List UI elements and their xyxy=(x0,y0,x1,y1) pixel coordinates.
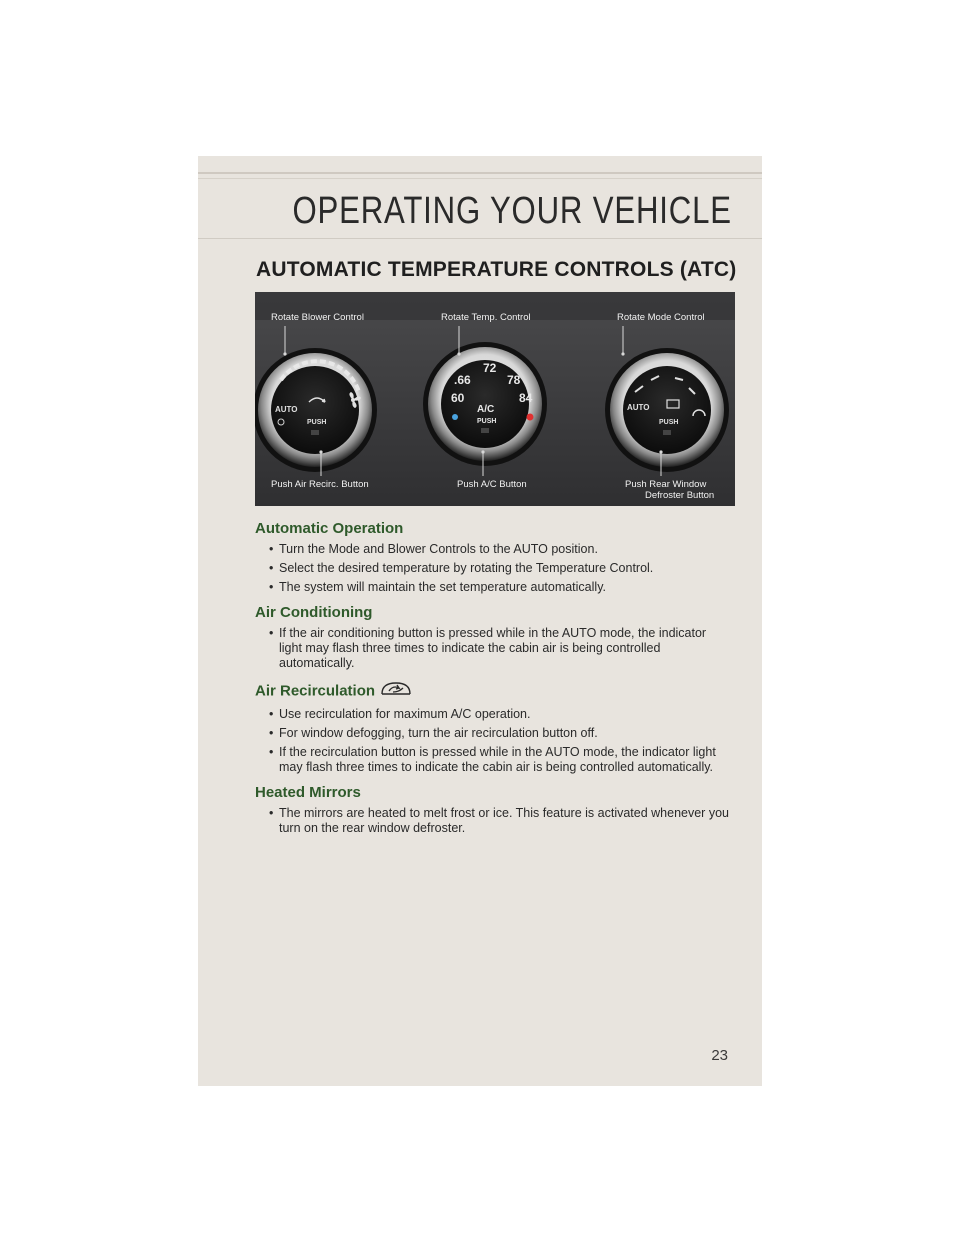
section-heading: Air Conditioning xyxy=(255,604,373,621)
svg-text:84: 84 xyxy=(519,391,533,405)
list-item: • The mirrors are heated to melt frost or ice. This feature is activated whenever you turn on the rear window defroster. xyxy=(255,806,735,836)
header-rule xyxy=(198,172,762,174)
list-item: • Use recirculation for maximum A/C operation. xyxy=(255,707,735,722)
list-item: • If the air conditioning button is pressed while in the AUTO mode, the indicator light may flash three times to indicate the cabin air is being controlled automatically. xyxy=(255,626,735,671)
page-title: AUTOMATIC TEMPERATURE CONTROLS (ATC) xyxy=(256,258,737,281)
svg-text:60: 60 xyxy=(451,391,465,405)
callout-rear-window: Push Rear Window xyxy=(625,479,707,490)
svg-text:PUSH: PUSH xyxy=(477,418,497,425)
svg-text:AUTO: AUTO xyxy=(627,403,650,412)
section-heading: Air Recirculation xyxy=(255,682,376,700)
svg-text:.66: .66 xyxy=(454,373,471,387)
section-heading: Heated Mirrors xyxy=(255,784,361,801)
section-air-conditioning xyxy=(255,604,735,671)
list-item: • Turn the Mode and Blower Controls to the AUTO position. xyxy=(255,542,735,557)
section-heated-mirrors xyxy=(255,784,735,836)
recirculation-icon xyxy=(379,680,413,703)
list-item: • The system will maintain the set temperature automatically. xyxy=(255,580,735,595)
svg-text:PUSH: PUSH xyxy=(307,419,327,426)
climate-controls-photo xyxy=(255,292,735,506)
callout-temp: Rotate Temp. Control xyxy=(441,312,531,323)
header-underline xyxy=(198,238,762,239)
header-rule-thin xyxy=(198,178,762,179)
callout-blower: Rotate Blower Control xyxy=(271,312,364,323)
section-air-recirculation xyxy=(255,680,735,775)
svg-text:AUTO: AUTO xyxy=(275,405,298,414)
callout-recirc: Push Air Recirc. Button xyxy=(271,479,369,490)
mode-knob xyxy=(605,348,729,472)
page-number: 23 xyxy=(711,1047,728,1064)
svg-text:PUSH: PUSH xyxy=(659,419,679,426)
list-item: • If the recirculation button is pressed while in the AUTO mode, the indicator light may flash three times to indicate the cabin air is being controlled automatically. xyxy=(255,745,735,775)
svg-text:78: 78 xyxy=(507,373,521,387)
callout-ac: Push A/C Button xyxy=(457,479,527,490)
manual-page xyxy=(198,156,762,1086)
blower-knob xyxy=(255,348,377,472)
section-automatic-operation xyxy=(255,520,735,595)
temperature-knob xyxy=(423,342,547,466)
content-body xyxy=(255,520,735,845)
section-header: OPERATING YOUR VEHICLE xyxy=(292,190,732,232)
list-item: • Select the desired temperature by rotating the Temperature Control. xyxy=(255,561,735,576)
section-heading: Automatic Operation xyxy=(255,520,404,537)
svg-text:72: 72 xyxy=(483,361,497,375)
callout-defroster: Defroster Button xyxy=(645,490,715,501)
list-item: • For window defogging, turn the air recirculation button off. xyxy=(255,726,735,741)
callout-mode: Rotate Mode Control xyxy=(617,312,705,323)
svg-text:A/C: A/C xyxy=(477,404,495,415)
